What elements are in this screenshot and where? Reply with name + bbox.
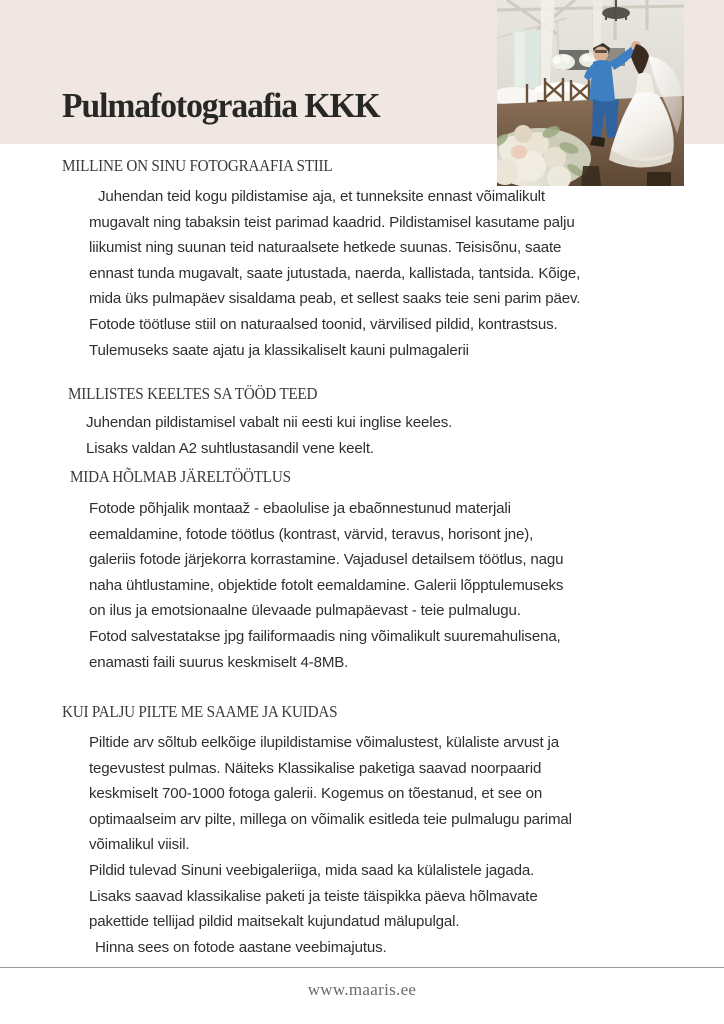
body-line: Pildid tulevad Sinuni veebigaleriiga, mida saad ka külalistele jagada.: [89, 861, 535, 879]
section-heading: MILLINE ON SINU FOTOGRAAFIA STIIL: [62, 156, 333, 175]
section-body: [89, 730, 572, 960]
hero-wedding-photo: [497, 0, 684, 186]
section-body: [89, 184, 580, 363]
section-body: [89, 496, 563, 675]
body-line: võimalikul viisil.: [89, 836, 190, 854]
body-line: ennast tunda mugavalt, saate jutustada, naerda, kallistada, tantsida. Kõige,: [89, 264, 581, 282]
body-line: liikumist ning suunan teid naturaalsete hetkede suunas. Teisisõnu, saate: [89, 239, 562, 257]
body-line: Lisaks saavad klassikalise paketi ja teiste täispikka päeva hõlmavate: [89, 887, 538, 905]
body-line: tegevustest pulmas. Näiteks Klassikalise paketiga saavad noorpaarid: [89, 759, 542, 777]
body-line: Juhendan pildistamisel vabalt nii eesti kui inglise keeles.: [86, 414, 453, 431]
body-line: Tulemuseks saate ajatu ja klassikaliselt kauni pulmagalerii: [89, 341, 469, 359]
body-line: pakettide tellijad pildid maitsekalt kujundatud mälupulgal.: [89, 913, 460, 931]
body-line: Fotod salvestatakse jpg failiformaadis ning võimalikult suuremahulisena,: [89, 627, 561, 645]
body-line: Juhendan teid kogu pildistamise aja, et tunneksite ennast võimalikult: [98, 188, 545, 205]
body-line: galeriis fotode järjekorra korrastamine. Vajadusel detailsem töötlus, nagu: [89, 551, 564, 569]
page-title: Pulmafotograafia KKK: [62, 86, 380, 126]
footer-divider: [0, 967, 724, 968]
body-line: naha ühtlustamine, objektide fotolt eemaldamine. Galerii lõpptulemuseks: [89, 576, 564, 594]
section-body: [86, 410, 452, 461]
body-line: Fotode töötluse stiil on naturaalsed toonid, värvilised pildid, kontrastsus.: [89, 315, 558, 333]
body-line: Lisaks valdan A2 suhtlustasandil vene keelt.: [86, 439, 374, 457]
body-line: enamasti faili suurus keskmiselt 4-8MB.: [89, 653, 349, 671]
body-line: on ilus ja emotsionaalne ülevaade pulmapäevast - teie pulmalugu.: [89, 602, 521, 620]
section-heading: MILLISTES KEELTES SA TÖÖD TEED: [68, 384, 318, 403]
body-line: eemaldamine, fotode töötlus (kontrast, värvid, teravus, horisont jne),: [89, 525, 534, 543]
body-line: Hinna sees on fotode aastane veebimajutus.: [95, 938, 387, 956]
body-line: mida üks pulmapäev sisaldama peab, et sellest saaks teie seni parim päev.: [89, 290, 581, 308]
body-line: Fotode põhjalik montaaž - ebaolulise ja ebaõnnestunud materjali: [89, 500, 511, 517]
body-line: mugavalt ning tabaksin teist parimad kaadrid. Pildistamisel kasutame palju: [89, 213, 575, 231]
footer-website-url: www.maaris.ee: [307, 980, 417, 999]
body-line: optimaalseim arv pilte, millega on võimalik esitleda teie pulmalugu parimal: [89, 810, 572, 828]
body-line: keskmiselt 700-1000 fotoga galerii. Kogemus on tõestanud, et see on: [89, 785, 543, 803]
section-heading: MIDA HÕLMAB JÄRELTÖÖTLUS: [70, 467, 291, 486]
section-heading: KUI PALJU PILTE ME SAAME JA KUIDAS: [62, 702, 338, 721]
body-line: Piltide arv sõltub eelkõige ilupildistamise võimalustest, külaliste arvust ja: [89, 734, 559, 751]
